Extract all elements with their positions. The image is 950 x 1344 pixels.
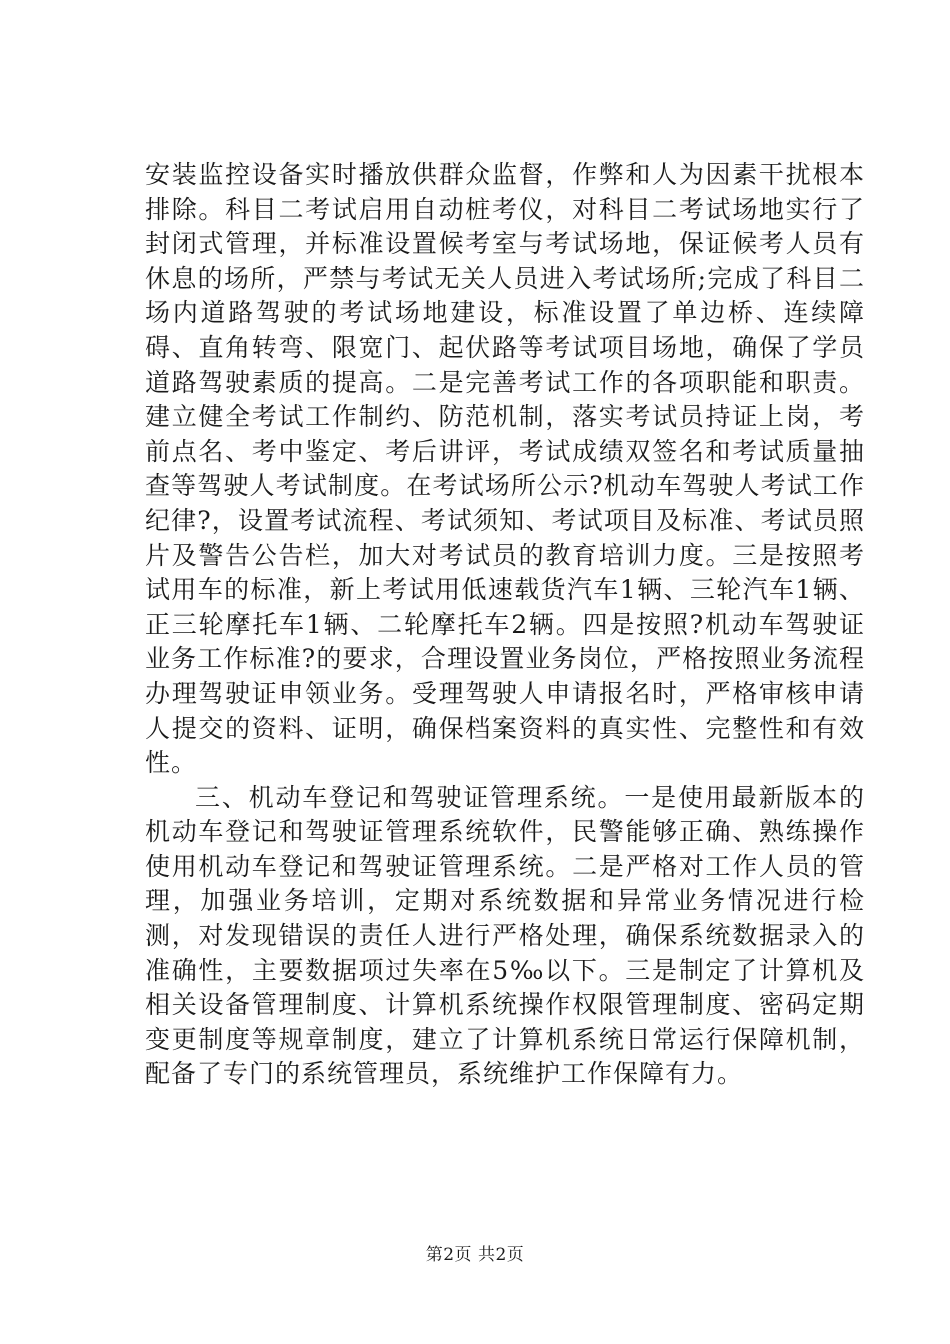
document-body: [145, 158, 865, 1092]
page-footer: 第2页 共2页: [425, 1245, 525, 1265]
paragraph-continuation: 安装监控设备实时播放供群众监督，作弊和人为因素干扰根本排除。科目二考试启用自动桩考仪，对科目二考试场地实行了封闭式管理，并标准设置候考室与考试场地，保证候考人员有休息的场所，严禁与考试无关人员进入考试场所;完成了科目二场内道路驾驶的考试场地建设，标准设置了单边桥、连续障碍、直角转弯、限宽门、起伏路等考试项目场地，确保了学员道路驾驶素质的提高。二是完善考试工作的各项职能和职责。建立健全考试工作制约、防范机制，落实考试员持证上岗，考前点名、考中鉴定、考后讲评，考试成绩双签名和考试质量抽查等驾驶人考试制度。在考试场所公示?机动车驾驶人考试工作纪律?，设置考试流程、考试须知、考试项目及标准、考试员照片及警告公告栏，加大对考试员的教育培训力度。三是按照考试用车的标准，新上考试用低速载货汽车1辆、三轮汽车1辆、正三轮摩托车1辆、二轮摩托车2辆。四是按照?机动车驾驶证业务工作标准?的要求，合理设置业务岗位，严格按照业务流程办理驾驶证申领业务。受理驾驶人申请报名时，严格审核申请人提交的资料、证明，确保档案资料的真实性、完整性和有效性。: [145, 160, 865, 778]
paragraph-section-three: 三、机动车登记和驾驶证管理系统。一是使用最新版本的机动车登记和驾驶证管理系统软件，民警能够正确、熟练操作使用机动车登记和驾驶证管理系统。二是严格对工作人员的管理，加强业务培训，定期对系统数据和异常业务情况进行检测，对发现错误的责任人进行严格处理，确保系统数据录入的准确性，主要数据项过失率在5‰以下。三是制定了计算机及相关设备管理制度、计算机系统操作权限管理制度、密码定期变更制度等规章制度，建立了计算机系统日常运行保障机制，配备了专门的系统管理员，系统维护工作保障有力。: [145, 782, 865, 1089]
